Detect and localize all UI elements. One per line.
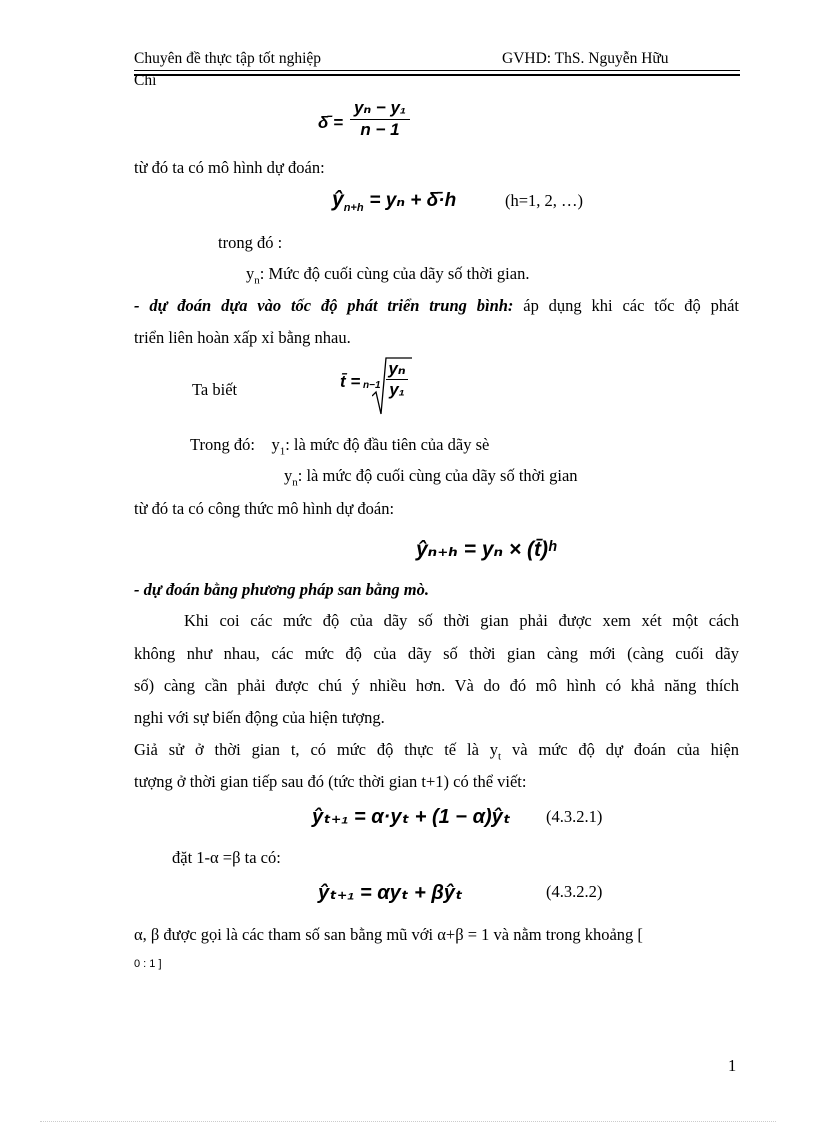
symbol-sub: n [254,274,260,287]
header-rule [134,70,740,71]
text-line [246,264,529,286]
formula-delta-fraction [350,98,410,140]
text-line: triển liên hoàn xấp xỉ bằng nhau. [134,328,351,347]
formula-rhs: = yₙ + δ̄·h [369,190,457,211]
footer-divider [40,1121,776,1122]
formula-forecast-1 [332,188,456,214]
text-span: : là mức độ đầu tiên của dãy sè [285,435,490,454]
text-line: trong đó : [218,233,283,252]
paragraph-line: số) càng cần phải được chú ý nhiều hơn. Và do đó mô hình có khả năng thích [134,676,739,695]
symbol: y [284,466,293,485]
bold-heading: - dự đoán dựa vào tốc độ phát triển trung bình: [134,296,514,315]
text-line [190,435,489,457]
formula-delta-lhs: δ̄ = [318,113,344,132]
formula-smoothing-1: ŷₜ₊₁ = α·yₜ + (1 − α)ŷₜ [312,806,511,828]
formula-condition: (h=1, 2, …) [505,191,584,210]
text-line: đặt 1-α =β ta có: [172,848,281,867]
header-left: Chuyên đề thực tập tốt nghiệp [134,50,322,67]
header-right: GVHD: ThS. Nguyễn Hữu [502,50,669,67]
formula-yhat: ŷ [332,188,344,211]
symbol-sub: 1 [279,445,286,458]
formula-root-index: n−1 [363,380,381,391]
formula-tbar-symbol: t̄ [340,372,346,391]
formula-smoothing-2: ŷₜ₊₁ = αyₜ + βŷₜ [318,882,463,904]
text-line: từ đó ta có mô hình dự đoán: [134,158,325,177]
text-line: từ đó ta có công thức mô hình dự đoán: [134,499,395,518]
formula-delta-denominator: n − 1 [360,120,400,139]
symbol: y [246,264,255,283]
formula-sub: n+h [343,202,364,215]
text-span: : Mức độ cuối cùng của dãy số thời gian. [259,264,530,283]
text-span: Trong đó: [190,435,255,454]
text-line: Ta biết [192,380,238,399]
equation-number: (4.3.2.2) [546,882,603,901]
paragraph-line [134,740,739,762]
formula-root-numerator: yₙ [386,359,408,380]
paragraph-line: không như nhau, các mức độ của dãy số thời gian càng mới (càng cuối dãy [134,644,739,663]
range-text: 0 : 1 ] [134,958,162,970]
symbol-sub: t [498,750,502,763]
formula-root-denominator: y₁ [389,380,405,399]
text-span: : là mức độ cuối cùng của dãy số thời gian [297,466,578,485]
equation-number: (4.3.2.1) [546,807,603,826]
text-span: Giả sử ở thời gian t, có mức độ thực tế là y [134,740,499,759]
formula-root-fraction [386,359,408,400]
symbol-sub: n [292,476,298,489]
paragraph-line: tượng ở thời gian tiếp sau đó (tức thời gian t+1) có thể viết: [134,772,527,791]
formula-delta-symbol: δ̄ [318,113,329,132]
symbol: y [271,435,280,454]
formula-forecast-2: ŷₙ₊ₕ = yₙ × (t̄)ʰ [416,538,557,561]
header-continued: Chí [134,72,157,89]
formula-tbar: t̄ = [340,372,361,391]
paragraph-line: Khi coi các mức độ của dãy số thời gian phải được xem xét một cách [184,611,739,630]
section-heading: - dự đoán bằng phương pháp san bằng mò. [134,580,429,599]
page-number: 1 [728,1056,737,1075]
text-line [134,296,739,316]
text-span: và mức độ dự đoán của hiện [501,740,739,759]
paragraph-line: α, β được gọi là các tham số san bằng mũ với α+β = 1 và nằm trong khoảng [ [134,925,643,944]
paragraph-line: nghi với sự biến động của hiện tượng. [134,708,385,727]
text-span: áp dụng khi các tốc độ phát [513,296,739,315]
text-line [284,466,578,488]
formula-delta-numerator: yₙ − y₁ [350,98,410,120]
header-rule-thick [134,74,740,76]
